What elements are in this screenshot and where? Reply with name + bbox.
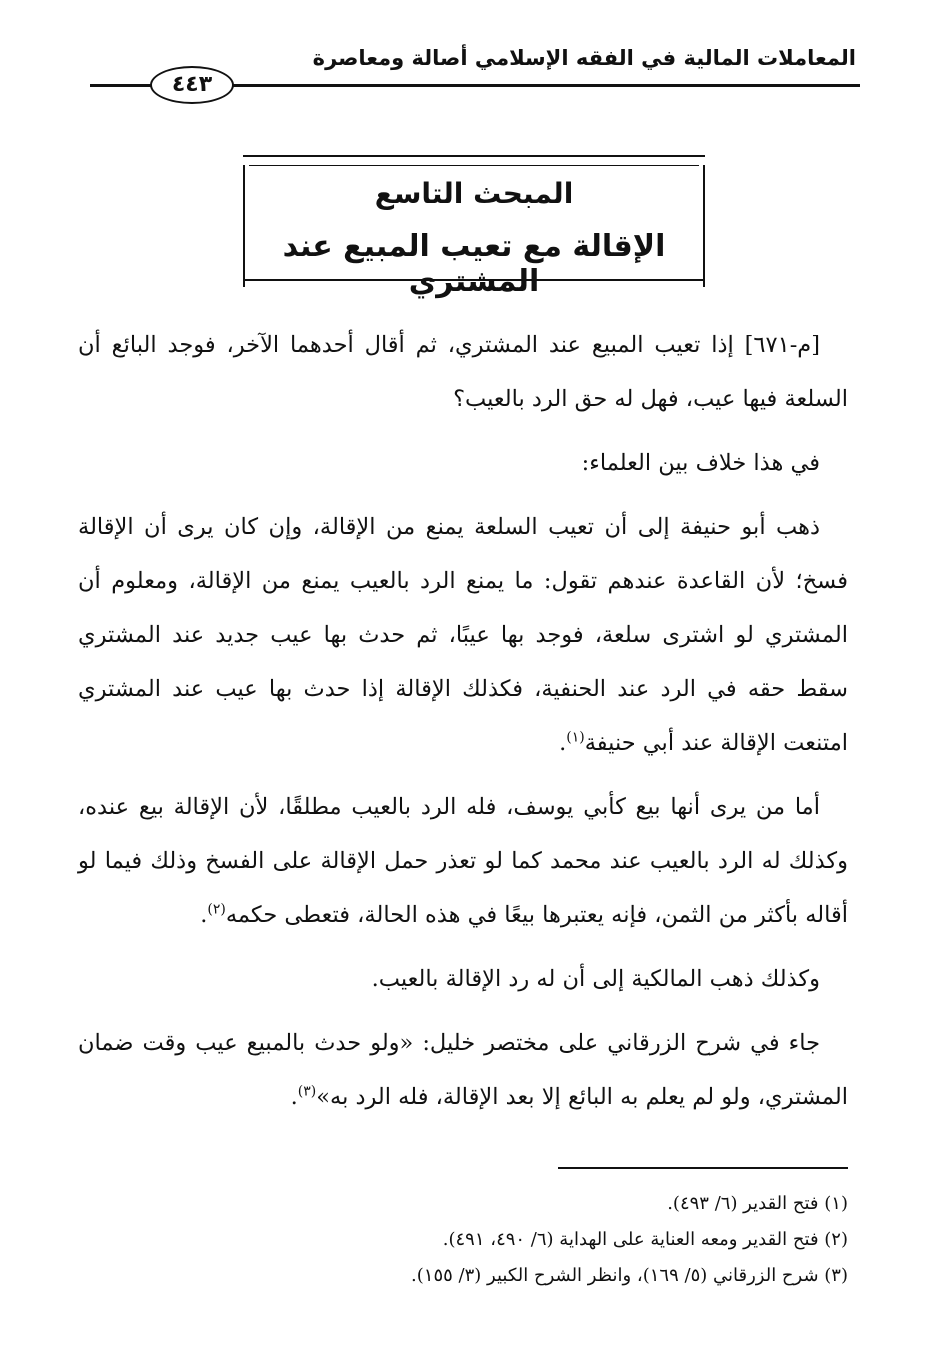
paragraph-2: في هذا خلاف بين العلماء:: [581, 450, 820, 476]
paragraph-6-text: جاء في شرح الزرقاني على مختصر خليل: «ولو حدث بالمبيع عيب وقت ضمان المشتري، ولو لم يعلم به البائع إلا بعد الإقالة، فله الرد به»: [78, 1030, 848, 1110]
paragraph-1: [م-٦٧١] إذا تعيب المبيع عند المشتري، ثم أقال أحدهما الآخر، فوجد البائع أن السلعة فيها عيب، فهل له حق الرد بالعيب؟: [78, 332, 848, 412]
paragraph-3-end: .: [559, 730, 567, 756]
footnote-1: (١) فتح القدير (٦/ ٤٩٣).: [667, 1193, 848, 1214]
paragraph-4-end: .: [200, 902, 208, 928]
footnote-ref-1: (١): [566, 729, 585, 746]
footnote-separator: [558, 1167, 848, 1169]
footnote-2: (٢) فتح القدير ومعه العناية على الهداية (٦/ ٤٩٠، ٤٩١).: [442, 1229, 848, 1250]
section-title: الإقالة مع تعيب المبيع عند المشتري: [282, 229, 666, 299]
section-label: المبحث التاسع: [374, 177, 574, 210]
paragraph-3-text: ذهب أبو حنيفة إلى أن تعيب السلعة يمنع من الإقالة، وإن كان يرى أن الإقالة فسخ؛ لأن القاعدة عندهم تقول: ما يمنع الرد بالعيب يمنع من الإقالة، ومعلوم أن المشتري لو اشترى سلعة، فوجد بها عيبًا، ثم حدث بها عيب جديد عند المشتري سقط حقه في الرد عند الحنفية، فكذلك الإقالة إذا حدث بها عيب عند المشتري امتنعت الإقالة عند أبي حنيفة: [78, 514, 848, 756]
footnote-ref-2: (٢): [207, 901, 226, 918]
footnote-ref-3: (٣): [297, 1083, 317, 1100]
section-title-box: [243, 155, 705, 299]
paragraph-6-end: .: [290, 1084, 298, 1110]
footnotes: [78, 1186, 848, 1294]
running-title: المعاملات المالية في الفقه الإسلامي أصالة ومعاصرة: [312, 46, 856, 70]
footnote-3: (٣) شرح الزرقاني (٥/ ١٦٩)، وانظر الشرح الكبير (٣/ ١٥٥).: [411, 1265, 848, 1286]
paragraph-3: [78, 500, 848, 770]
paragraph-6: [78, 1016, 848, 1124]
paragraph-5: وكذلك ذهب المالكية إلى أن له رد الإقالة بالعيب.: [371, 966, 820, 992]
body-text: [78, 318, 848, 1134]
page-number: ٤٤٣: [150, 66, 234, 104]
paragraph-4-text: أما من يرى أنها بيع كأبي يوسف، فله الرد بالعيب مطلقًا، لأن الإقالة بيع عنده، وكذلك له الرد بالعيب عند محمد كما لو تعذر حمل الإقالة على الفسخ وذلك فيما لو أقاله بأكثر من الثمن، فإنه يعتبرها بيعًا في هذه الحالة، فتعطى حكمه: [78, 794, 848, 928]
paragraph-4: [78, 780, 848, 942]
